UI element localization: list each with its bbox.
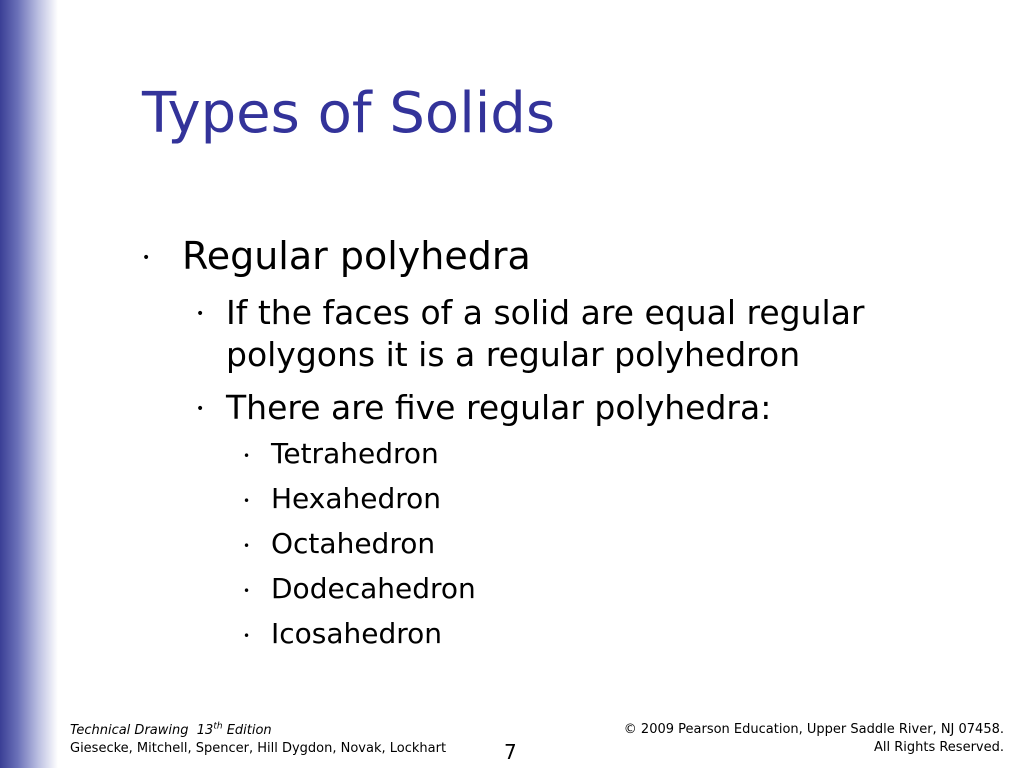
footer-edition-number: 13	[196, 723, 214, 738]
bullet-level2-line: There are five regular polyhedra:	[226, 388, 772, 427]
footer-book-title: Technical Drawing	[70, 723, 189, 738]
bullet-dot-icon: •	[243, 539, 251, 553]
footer-citation	[70, 722, 446, 758]
bullet-level1: Regular polyhedra	[182, 234, 531, 278]
bullet-level3-item: Tetrahedron	[271, 437, 439, 470]
bullet-level3-item: Icosahedron	[271, 617, 443, 650]
bullet-dot-icon: •	[196, 401, 205, 417]
footer-edition-suffix: th	[213, 721, 223, 732]
bullet-dot-icon: •	[196, 306, 205, 322]
footer-edition-label: Edition	[226, 723, 272, 738]
bullet-dot-icon: •	[243, 584, 251, 598]
slide-title: Types of Solids	[142, 81, 556, 146]
copyright-line-2: All Rights Reserved.	[873, 740, 1004, 755]
footer-book-line	[70, 722, 446, 740]
bullet-level3-item: Octahedron	[271, 527, 436, 560]
bullet-dot-icon: •	[243, 629, 251, 643]
page-number: 7	[504, 740, 517, 764]
bullet-level2-line: If the faces of a solid are equal regular	[226, 293, 865, 332]
bullet-dot-icon: •	[243, 449, 251, 463]
bullet-level3-item: Dodecahedron	[271, 572, 476, 605]
footer-authors: Giesecke, Mitchell, Spencer, Hill Dygdon, Novak, Lockhart	[70, 741, 447, 756]
copyright-line-1: © 2009 Pearson Education, Upper Saddle River, NJ 07458.	[623, 722, 1004, 737]
bullet-level2-line: polygons it is a regular polyhedron	[226, 335, 801, 374]
bullet-dot-icon: •	[243, 494, 251, 508]
side-gradient-bar	[0, 0, 58, 768]
bullet-dot-icon: •	[142, 250, 151, 266]
footer-copyright	[624, 721, 1004, 757]
bullet-level3-item: Hexahedron	[271, 482, 442, 515]
